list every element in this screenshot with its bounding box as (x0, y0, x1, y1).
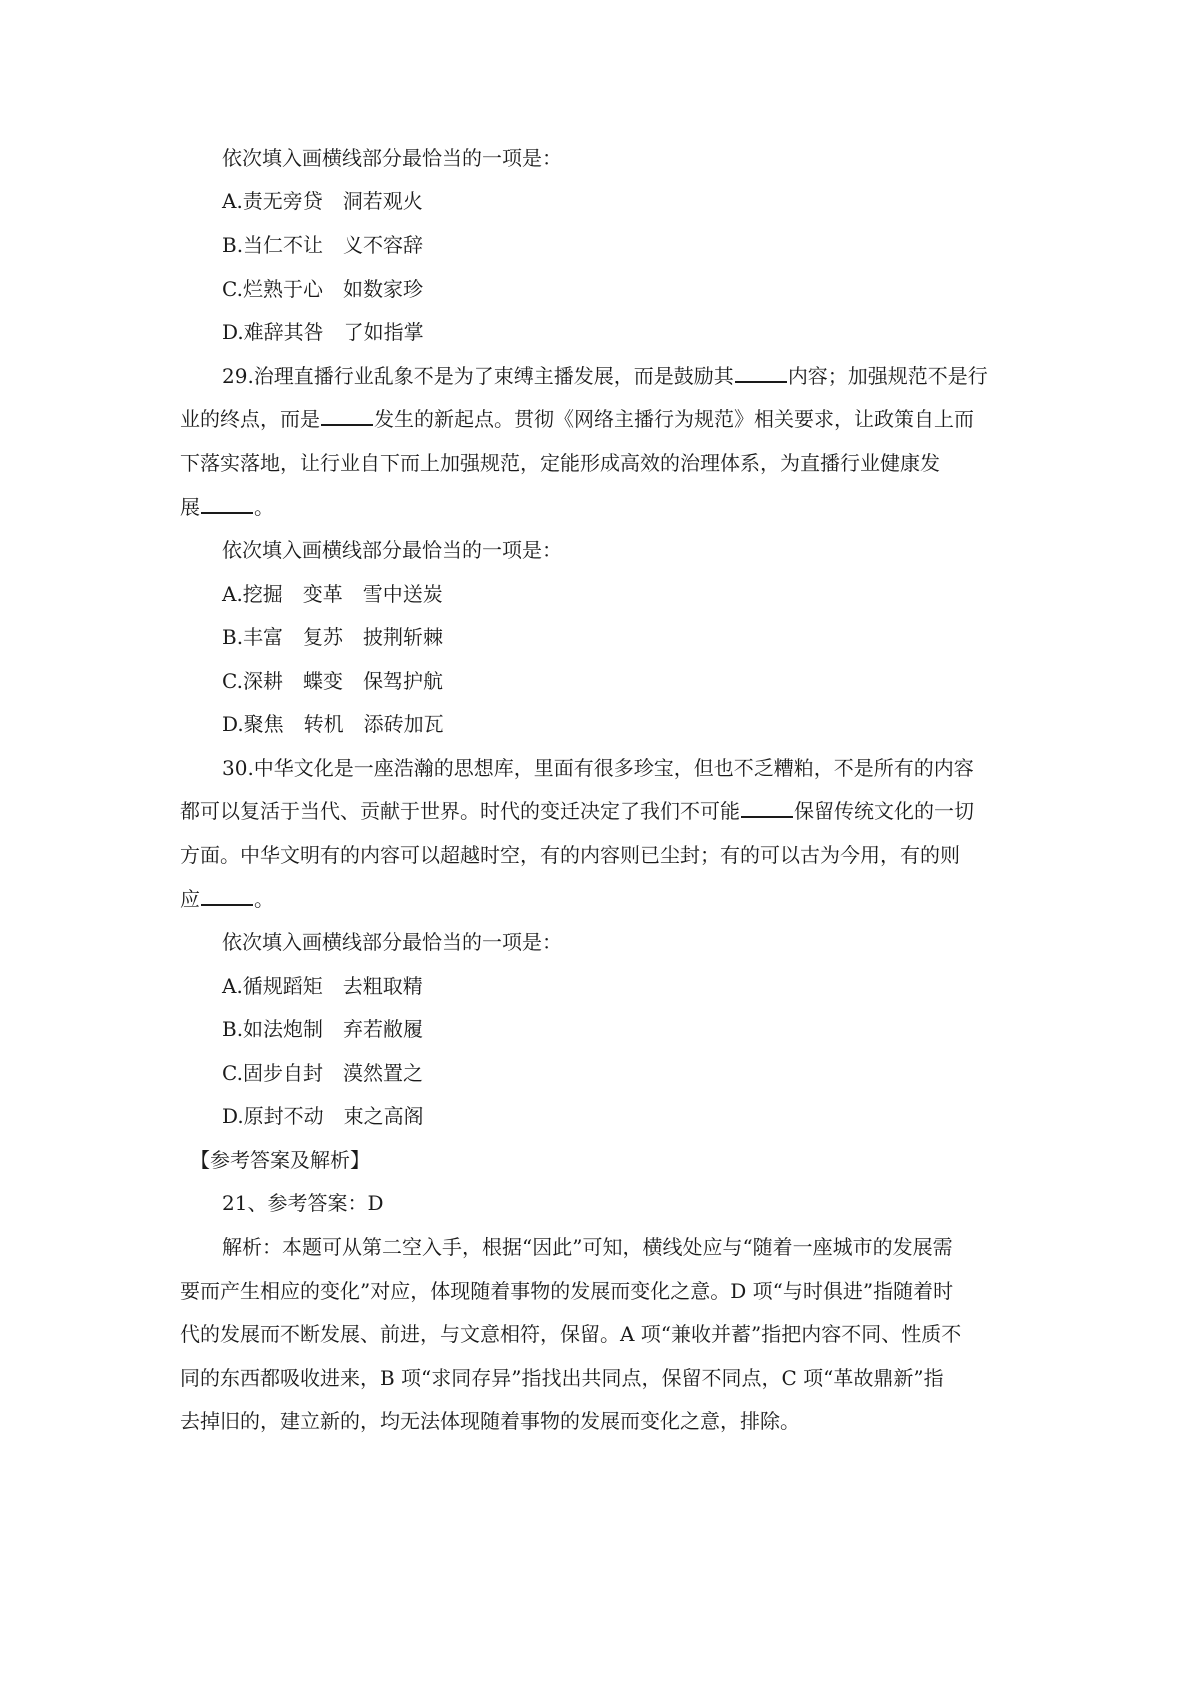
q28-option-d: D.难辞其咎 了如指掌 (222, 320, 424, 344)
q30-prompt: 依次填入画横线部分最恰当的一项是： (222, 930, 562, 954)
q30-line-4: 应 。 (180, 887, 274, 911)
q28-option-c: C.烂熟于心 如数家珍 (222, 277, 423, 301)
q30-line-1: 30.中华文化是一座浩瀚的思想库，里面有很多珍宝，但也不乏糟粕，不是所有的内容 (222, 756, 974, 780)
q29-option-a: A.挖掘 变革 雪中送炭 (222, 582, 443, 606)
explanation-line-3: 代的发展而不断发展、前进，与文意相符，保留。A 项“兼收并蓄”指把内容不同、性质不 (180, 1322, 962, 1346)
q30-option-a: A.循规蹈矩 去粗取精 (222, 974, 423, 998)
answer-21: 21、参考答案：D (222, 1191, 384, 1215)
q29-line-1: 29.治理直播行业乱象不是为了束缚主播发展，而是鼓励其 内容；加强规范不是行 (222, 364, 988, 388)
q30-option-b: B.如法炮制 弃若敝履 (222, 1017, 424, 1041)
q29-option-d: D.聚焦 转机 添砖加瓦 (222, 712, 444, 736)
blank (201, 886, 253, 906)
q29-option-c: C.深耕 蝶变 保驾护航 (222, 669, 443, 693)
q29-option-b: B.丰富 复苏 披荆斩棘 (222, 625, 444, 649)
explanation-line-5: 去掉旧的，建立新的，均无法体现随着事物的发展而变化之意，排除。 (180, 1409, 800, 1433)
q30-option-c: C.固步自封 漠然置之 (222, 1061, 423, 1085)
explanation-line-1: 解析：本题可从第二空入手，根据“因此”可知，横线处应与“随着一座城市的发展需 (222, 1235, 953, 1259)
blank (741, 798, 793, 818)
explanation-line-2: 要而产生相应的变化”对应，体现随着事物的发展而变化之意。D 项“与时俱进”指随着时 (180, 1279, 954, 1303)
q29-line-3: 下落实落地，让行业自下而上加强规范，定能形成高效的治理体系，为直播行业健康发 (180, 451, 940, 475)
q30-line-2: 都可以复活于当代、贡献于世界。时代的变迁决定了我们不可能 保留传统文化的一切 (180, 799, 974, 823)
blank (201, 494, 253, 514)
q30-line-3: 方面。中华文明有的内容可以超越时空，有的内容则已尘封；有的可以古为今用，有的则 (180, 843, 960, 867)
q28-option-b: B.当仁不让 义不容辞 (222, 233, 424, 257)
q30-option-d: D.原封不动 束之高阁 (222, 1104, 424, 1128)
q29-line-4: 展 。 (180, 495, 274, 519)
blank (735, 363, 787, 383)
q29-prompt: 依次填入画横线部分最恰当的一项是： (222, 538, 562, 562)
explanation-line-4: 同的东西都吸收进来，B 项“求同存异”指找出共同点，保留不同点，C 项“革故鼎新”指 (180, 1366, 944, 1390)
q28-option-a: A.责无旁贷 洞若观火 (222, 189, 423, 213)
q28-prompt: 依次填入画横线部分最恰当的一项是： (222, 146, 562, 170)
blank (321, 406, 373, 426)
answers-heading: 【参考答案及解析】 (190, 1148, 370, 1172)
q29-line-2: 业的终点，而是 发生的新起点。贯彻《网络主播行为规范》相关要求，让政策自上而 (180, 407, 974, 431)
